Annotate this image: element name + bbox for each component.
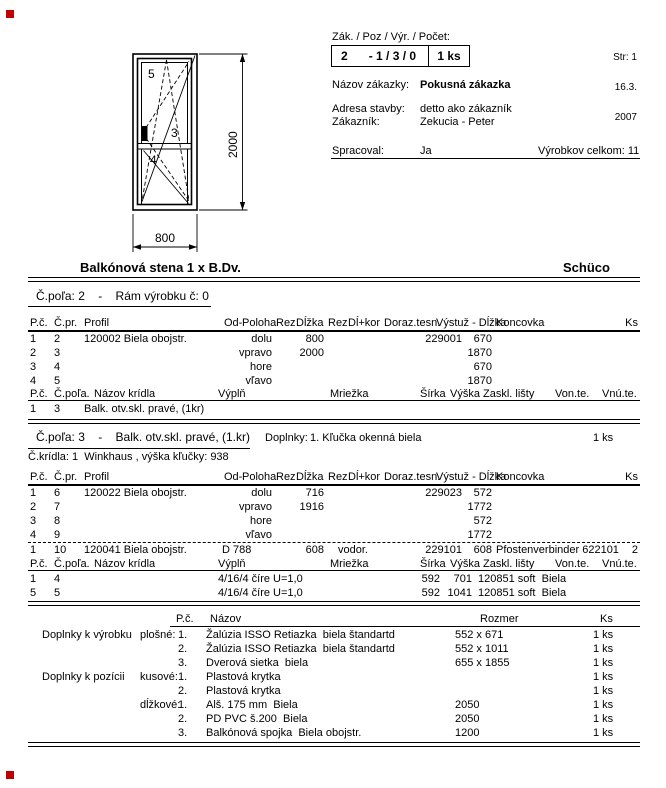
cell: 655 x 1855 <box>455 657 510 669</box>
table-row <box>28 487 640 501</box>
cell: 5 <box>54 375 61 387</box>
table-row <box>28 544 640 558</box>
cell: vodor. <box>338 544 368 556</box>
cell: 1. <box>178 699 188 711</box>
cell: 229101 <box>425 544 462 556</box>
cell: Názov krídla <box>94 558 156 570</box>
order-box <box>331 45 470 67</box>
mullion-dashed-rule <box>28 542 640 543</box>
customer-value: Zekucia - Peter <box>420 116 495 128</box>
section2-profile-header <box>28 471 640 484</box>
cell: 3 <box>54 403 61 415</box>
page-end-rule <box>28 742 640 747</box>
cell: 5 <box>54 587 61 599</box>
cell: 1772 <box>467 529 492 541</box>
header-rule <box>331 158 640 159</box>
cell: Pfostenverbinder 622101 <box>496 544 619 556</box>
accessories-inline-item: 1. Kľučka okenná biela <box>310 432 422 444</box>
table-row <box>28 657 640 671</box>
cell: 10 <box>54 544 67 556</box>
section1-wing-rule <box>28 400 640 401</box>
red-square-marker-bottom <box>6 771 14 779</box>
cell: hore <box>249 515 272 527</box>
order-name-label: Názov zákazky: <box>332 79 410 91</box>
pane-label-bottom: 4 <box>150 153 157 167</box>
cell: Rozmer <box>480 613 519 625</box>
cell: 4/16/4 číre U=1,0 <box>218 573 303 585</box>
cell: Poloha <box>242 471 277 483</box>
cell: 7 <box>54 501 61 513</box>
cell: P.č. <box>176 613 194 625</box>
table-header-row <box>28 317 640 330</box>
cell: Zaskl. lišty <box>483 388 535 400</box>
arrow-left-icon <box>133 244 141 249</box>
date-day: 16.3. <box>614 82 637 93</box>
total-products: Výrobkov celkom: 11 <box>538 145 640 157</box>
cell: 1200 <box>455 727 480 739</box>
cell: 1 <box>30 487 37 499</box>
cell: P.č. <box>30 317 48 329</box>
cell: 1. <box>178 671 188 683</box>
cell: 592 <box>421 573 440 585</box>
cell: 716 <box>305 487 324 499</box>
cell: plošné: <box>140 629 176 641</box>
cell: 552 x 671 <box>455 629 504 641</box>
cell: 1916 <box>299 501 324 513</box>
order-nums: - 1 / 3 / 0 <box>368 48 417 63</box>
section1-wing-table <box>28 403 640 417</box>
section2-title: Č.poľa: 3 - Balk. otv.skl. pravé, (1.kr) <box>36 430 251 444</box>
cell: Žalúzia ISSO Retiazka biela štandartd <box>206 629 395 641</box>
pane-label-top: 5 <box>148 67 155 81</box>
cell: 1870 <box>467 347 492 359</box>
section2-mullion-table <box>28 544 640 558</box>
cell: P.č. <box>30 388 48 400</box>
table-row <box>28 727 640 741</box>
cell: Von.te. <box>555 558 590 570</box>
cell: vpravo <box>238 501 272 513</box>
cell: Profil <box>84 317 110 329</box>
cell: Dverová sietka biela <box>206 657 309 669</box>
section2-profile-table <box>28 487 640 543</box>
cell: Ks <box>625 471 638 483</box>
address-value: detto ako zákazník <box>420 103 512 115</box>
cell: 3. <box>178 727 188 739</box>
cell: Doplnky k pozícii <box>42 671 125 683</box>
cell: 670 <box>473 333 492 345</box>
page-number: Str: 1 <box>613 52 637 63</box>
cell: 120002 Biela obojstr. <box>84 333 187 345</box>
table-row <box>28 515 640 529</box>
cell: 120851 soft Biela <box>478 573 567 585</box>
section2-subtitle: Č.krídla: 1 Winkhaus , výška kľučky: 938 <box>28 451 229 463</box>
system-name: Schüco <box>563 260 610 275</box>
table-row <box>28 529 640 543</box>
order-pos: 2 <box>341 48 348 63</box>
cell: 1 ks <box>593 699 614 711</box>
table-row <box>28 403 640 417</box>
dim-width-label: 800 <box>154 231 176 245</box>
table-row <box>28 629 640 643</box>
section1-end-rule <box>28 419 640 424</box>
cell: Výplň <box>218 388 246 400</box>
cell: Balk. otv.skl. pravé, (1kr) <box>84 403 205 415</box>
table-row <box>28 573 640 587</box>
section1-title: Č.poľa: 2 - Rám výrobku č: 0 <box>36 289 209 303</box>
table-row <box>28 643 640 657</box>
dim-height-label: 2000 <box>226 131 240 158</box>
cell: vľavo <box>245 375 272 387</box>
cell: Dĺžka <box>296 317 324 329</box>
cell: 1 <box>30 333 37 345</box>
arrow-up-icon <box>240 54 245 62</box>
cell: Koncovka <box>496 317 545 329</box>
section1-title-underline <box>28 306 211 307</box>
cell: 4 <box>30 529 37 541</box>
cell: 1772 <box>467 501 492 513</box>
cell: 120041 Biela obojstr. <box>84 544 187 556</box>
cell: 1 ks <box>593 643 614 655</box>
cell: P.č. <box>30 558 48 570</box>
section1-profile-table <box>28 333 640 389</box>
cell: 6 <box>54 487 61 499</box>
table-row <box>28 671 640 685</box>
cell: vpravo <box>238 347 272 359</box>
cell: 552 x 1011 <box>455 643 509 655</box>
cell: Dĺžka <box>296 471 324 483</box>
cell: Plastová krytka <box>206 685 281 697</box>
cell: D 788 <box>222 544 252 556</box>
cell: dolu <box>251 487 272 499</box>
cell: Rez <box>276 317 296 329</box>
cell: 1 <box>30 544 37 556</box>
cell: Ks <box>625 317 638 329</box>
processed-by-label: Spracoval: <box>332 145 384 157</box>
table-row <box>28 685 640 699</box>
cell: Výstuž - Dĺžka <box>436 471 507 483</box>
cell: Von.te. <box>555 388 590 400</box>
cell: Výška <box>450 388 480 400</box>
section2-title-underline <box>28 448 250 449</box>
red-square-marker-top <box>6 10 14 18</box>
cell: Ks <box>600 613 613 625</box>
section2-wing-table <box>28 573 640 601</box>
order-name-value: Pokusná zákazka <box>420 79 511 91</box>
processed-by-value: Ja <box>420 145 432 157</box>
order-count: 1 ks <box>437 48 461 63</box>
cell: 229001 <box>425 333 462 345</box>
page-info <box>595 33 637 143</box>
cell: vľavo <box>245 529 272 541</box>
title-double-rule <box>28 277 640 282</box>
address-label: Adresa stavby: <box>332 103 405 115</box>
cell: 4 <box>30 375 37 387</box>
table-row <box>28 361 640 375</box>
cell: 1041 <box>447 587 472 599</box>
cell: 9 <box>54 529 61 541</box>
cell: 2 <box>30 501 37 513</box>
cell: 4/16/4 číre U=1,0 <box>218 587 303 599</box>
date-year: 2007 <box>614 112 637 123</box>
cell: 2. <box>178 685 188 697</box>
arrow-right-icon <box>189 244 197 249</box>
cell: 2 <box>631 544 638 556</box>
cell: Vnú.te. <box>602 388 637 400</box>
cell: Názov <box>210 613 242 625</box>
cell: Šírka <box>420 558 446 570</box>
cell: Žalúzia ISSO Retiazka biela štandartd <box>206 643 395 655</box>
cell: Od- <box>224 471 243 483</box>
cell: Doraz.tesn. <box>384 317 441 329</box>
cell: 608 <box>305 544 324 556</box>
cell: 2050 <box>455 699 480 711</box>
cell: Č.pr. <box>54 317 78 329</box>
cell: Doplnky k výrobku <box>42 629 132 641</box>
cell: Dĺ+kor <box>348 317 381 329</box>
cell: Profil <box>84 471 110 483</box>
cell: Šírka <box>420 388 446 400</box>
cell: 1 ks <box>593 671 614 683</box>
cell: hore <box>249 361 272 373</box>
cell: 1 ks <box>593 629 614 641</box>
cell: 2000 <box>299 347 324 359</box>
customer-label: Zákazník: <box>332 116 380 128</box>
cell: 5 <box>30 587 37 599</box>
cell: 120022 Biela obojstr. <box>84 487 187 499</box>
cell: Mriežka <box>330 388 369 400</box>
accessories-header <box>28 613 640 626</box>
cell: 1870 <box>467 375 492 387</box>
table-row <box>28 713 640 727</box>
cell: dolu <box>251 333 272 345</box>
cell: Č.poľa. <box>54 558 90 570</box>
cell: Alš. 175 mm Biela <box>206 699 298 711</box>
cell: 592 <box>421 587 440 599</box>
cell: 3. <box>178 657 188 669</box>
cell: 800 <box>305 333 324 345</box>
cell: 3 <box>30 515 37 527</box>
cell: Č.poľa. <box>54 388 90 400</box>
cell: Balkónová spojka Biela obojstr. <box>206 727 362 739</box>
cell: Názov krídla <box>94 388 156 400</box>
cell: Mriežka <box>330 558 369 570</box>
cell: Od- <box>224 317 243 329</box>
cell: PD PVC š.200 Biela <box>206 713 308 725</box>
cell: 2 <box>54 333 61 345</box>
section2-wing-rule <box>28 570 640 571</box>
accessories-inline-label: Doplnky: <box>265 432 308 444</box>
cell: kusové: <box>140 671 178 683</box>
table-row <box>28 587 640 601</box>
section2-end-rule <box>28 601 640 606</box>
cell: Výška <box>450 558 480 570</box>
section2-header-rule <box>28 484 640 486</box>
accessories-table <box>28 629 640 741</box>
table-row <box>28 347 640 361</box>
cell: 1 <box>30 573 37 585</box>
cell: 1 <box>30 403 37 415</box>
pane-label-mid: 3 <box>171 126 178 140</box>
order-box-left-cell <box>332 46 429 66</box>
cell: 1 ks <box>593 727 614 739</box>
cell: 2. <box>178 713 188 725</box>
cell: Rez <box>328 317 348 329</box>
lower-glass <box>142 149 188 205</box>
cell: Rez <box>276 471 296 483</box>
cell: 2. <box>178 643 188 655</box>
section1-profile-header <box>28 317 640 330</box>
table-row <box>28 501 640 515</box>
cell: 608 <box>473 544 492 556</box>
cell: Dĺ+kor <box>348 471 381 483</box>
cell: Plastová krytka <box>206 671 281 683</box>
position-title: Balkónová stena 1 x B.Dv. <box>80 260 241 275</box>
table-row <box>28 699 640 713</box>
order-label: Zák. / Poz / Výr. / Počet: <box>332 31 450 43</box>
cell: P.č. <box>30 471 48 483</box>
cell: 701 <box>453 573 472 585</box>
cell: 670 <box>473 361 492 373</box>
cell: 4 <box>54 361 61 373</box>
cell: 8 <box>54 515 61 527</box>
cell: Č.pr. <box>54 471 78 483</box>
cell: Doraz.tesn. <box>384 471 441 483</box>
table-header-row <box>28 613 640 626</box>
table-header-row <box>28 471 640 484</box>
cell: Poloha <box>242 317 277 329</box>
cell: 1 ks <box>593 685 614 697</box>
arrow-down-icon <box>240 202 245 210</box>
cell: Výplň <box>218 558 246 570</box>
cell: Zaskl. lišty <box>483 558 535 570</box>
cell: 4 <box>54 573 61 585</box>
window-drawing <box>125 45 250 260</box>
cell: Vnú.te. <box>602 558 637 570</box>
cell: Rez <box>328 471 348 483</box>
cell: 2050 <box>455 713 480 725</box>
cell: 120851 soft Biela <box>478 587 567 599</box>
cell: 572 <box>473 487 492 499</box>
cell: 2 <box>30 347 37 359</box>
cell: dĺžkové: <box>140 699 181 711</box>
cell: Koncovka <box>496 471 545 483</box>
cell: 3 <box>54 347 61 359</box>
accessories-header-rule <box>170 626 640 627</box>
cell: 1. <box>178 629 188 641</box>
cell: 1 ks <box>593 657 614 669</box>
cell: 572 <box>473 515 492 527</box>
table-row <box>28 333 640 347</box>
cell: 1 ks <box>593 713 614 725</box>
accessories-inline-qty: 1 ks <box>593 432 614 444</box>
cell: Výstuž - Dĺžka <box>436 317 507 329</box>
section1-header-rule <box>28 330 640 332</box>
cell: 229023 <box>425 487 462 499</box>
cell: 3 <box>30 361 37 373</box>
table-row <box>28 375 640 389</box>
